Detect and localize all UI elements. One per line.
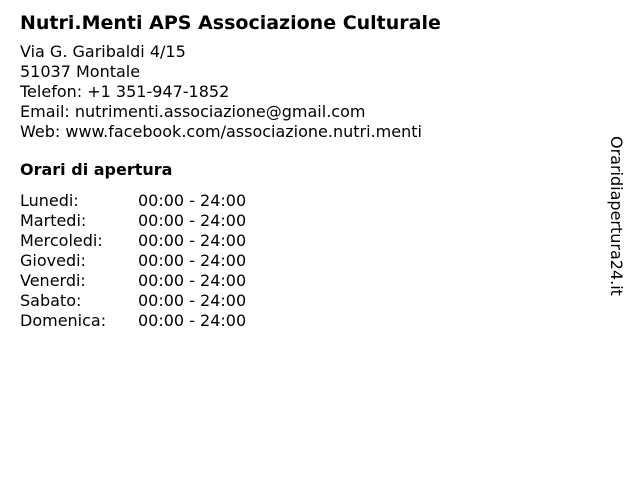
day-label: Venerdi:	[20, 271, 86, 290]
day-label: Mercoledi:	[20, 231, 103, 250]
business-card	[20, 10, 580, 331]
address-street: Via G. Garibaldi 4/15	[20, 42, 186, 61]
time-range: 00:00 - 24:00	[138, 231, 247, 250]
address-city: 51037 Montale	[20, 62, 141, 81]
phone-text: Telefon: +1 351-947-1852	[20, 82, 230, 101]
time-range: 00:00 - 24:00	[138, 291, 247, 310]
day-label: Lunedi:	[20, 191, 79, 210]
contact-block	[20, 42, 580, 142]
business-name: Nutri.Menti APS Associazione Culturale	[20, 12, 441, 34]
day-label: Martedi:	[20, 211, 87, 230]
time-range: 00:00 - 24:00	[138, 271, 247, 290]
time-range: 00:00 - 24:00	[138, 191, 247, 210]
web-text: Web: www.facebook.com/associazione.nutri.menti	[20, 122, 422, 141]
hours-row-domenica	[20, 311, 580, 331]
time-range: 00:00 - 24:00	[138, 211, 247, 230]
hours-row-venerdi	[20, 271, 580, 291]
hours-row-sabato	[20, 291, 580, 311]
hours-row-mercoledi	[20, 231, 580, 251]
day-label: Domenica:	[20, 311, 107, 330]
hours-row-martedi	[20, 211, 580, 231]
hours-table	[20, 191, 580, 331]
site-watermark: Oraridiapertura24.it	[607, 136, 626, 296]
hours-row-giovedi	[20, 251, 580, 271]
hours-row-lunedi	[20, 191, 580, 211]
day-label: Giovedi:	[20, 251, 86, 270]
hours-heading: Orari di apertura	[20, 160, 173, 179]
email-text: Email: nutrimenti.associazione@gmail.com	[20, 102, 366, 121]
day-label: Sabato:	[20, 291, 82, 310]
time-range: 00:00 - 24:00	[138, 251, 247, 270]
time-range: 00:00 - 24:00	[138, 311, 247, 330]
